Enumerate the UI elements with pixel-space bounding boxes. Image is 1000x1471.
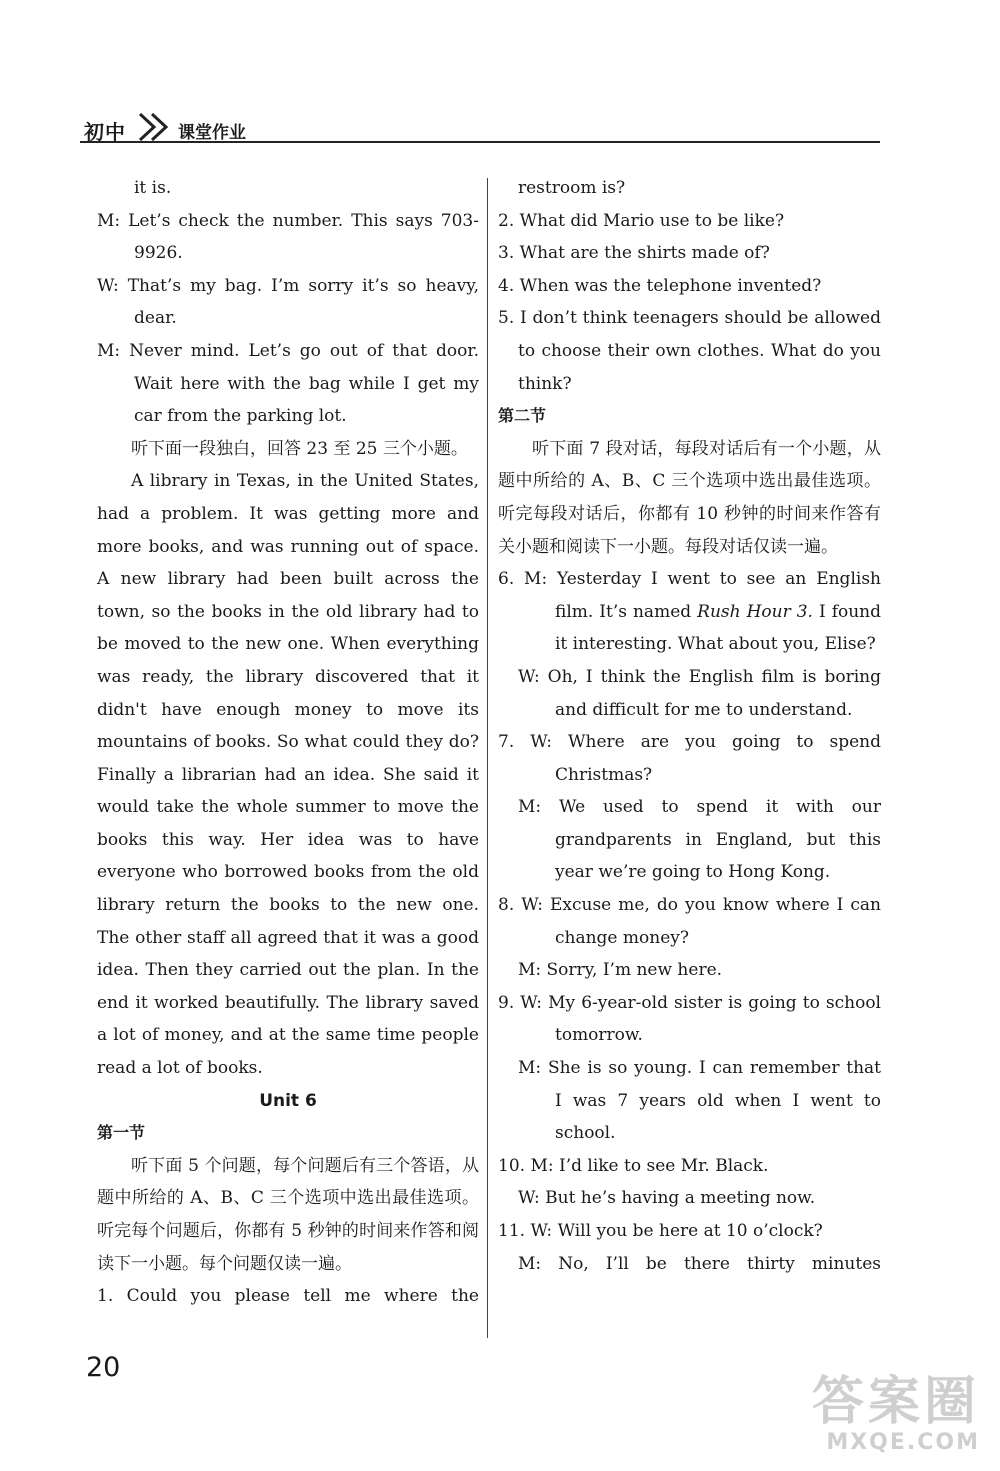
dialogue-line: M: Never mind. Let’s go out of that door. <box>97 340 479 361</box>
dialogue-line: M: Sorry, I’m new here. <box>518 960 723 981</box>
dialogue-line: 9. W: My 6-year-old sister is going to school tomorrow. <box>498 992 881 1046</box>
instruction-text: 听下面 7 段对话，每段对话后有一个小题，从题中所给的 A、B、C 三个选项中选出最佳选项。听完每段对话后，你都有 10 秒钟的时间来作答有关小题和阅读下一小题。每段对话仅读一遍。 <box>498 438 881 557</box>
header-level: 初中 <box>84 120 126 144</box>
left-column <box>97 172 479 1313</box>
watermark-logo <box>812 1374 980 1455</box>
question-item: 2. What did Mario use to be like? <box>498 210 785 231</box>
dialogue-line: 8. W: Excuse me, do you know where I can change money? <box>498 895 881 948</box>
page-header <box>80 112 880 144</box>
dialogue-line: dear. <box>134 308 177 329</box>
unit-heading: Unit 6 <box>259 1090 317 1111</box>
dialogue-line: Wait here with the bag while I get my car from the parking lot. <box>134 373 479 427</box>
film-title: Rush Hour 3. <box>697 601 813 622</box>
right-column <box>498 172 881 1280</box>
dialogue-line: M: We used to spend it with our grandparents in England, but this year we’re going to Hong Kong. <box>518 797 881 883</box>
monologue-passage: A library in Texas, in the United States, had a problem. It was getting more and more books, and was running out of space. A new library had been built across the town, so the books in the old library had to be moved to the new one. When everything was ready, the library discovered that it didn't have enough money to move its mountains of books. So what could they do? Finally a librarian had an idea. She said it would take the whole summer to move the books this way. Her idea was to have everyone who borrowed books from the old library return the books to the new one. The other staff all agreed that it was a good idea. Then they carried out the plan. In the end it worked beautifully. The library saved a lot of money, and at the same time people read a lot of books. <box>97 471 479 1079</box>
section-heading: 第二节 <box>498 406 547 426</box>
column-divider <box>487 178 488 1338</box>
dialogue-line: W: That’s my bag. I’m sorry it’s so heavy, <box>97 275 479 296</box>
question-item: 5. I don’t think teenagers should be allowed to choose their own clothes. What do you think? <box>498 308 881 394</box>
question-item: 4. When was the telephone invented? <box>498 275 822 296</box>
instruction-text: 听下面 5 个问题，每个问题后有三个答语，从题中所给的 A、B、C 三个选项中选出最佳选项。听完每个问题后，你都有 5 秒钟的时间来作答和阅读下一小题。每个问题仅读一遍。 <box>97 1155 479 1274</box>
question-item: 3. What are the shirts made of? <box>498 243 770 264</box>
header-title: 课堂作业 <box>178 123 246 143</box>
dialogue-line: M: No, I’ll be there thirty minutes <box>518 1253 881 1274</box>
instruction-text: 听下面一段独白，回答 23 至 25 三个小题。 <box>131 438 468 459</box>
dialogue-line: 9926. <box>134 243 183 264</box>
double-chevron-icon <box>136 112 180 142</box>
dialogue-line: 10. M: I’d like to see Mr. Black. <box>498 1155 769 1176</box>
dialogue-line: W: But he’s having a meeting now. <box>518 1188 816 1209</box>
watermark-url: MXQE.COM <box>826 1430 980 1455</box>
dialogue-line: M: She is so young. I can remember that I was 7 years old when I went to school. <box>518 1058 881 1144</box>
dialogue-line: 11. W: Will you be here at 10 o’clock? <box>498 1221 823 1241</box>
question-item: 1. Could you please tell me where the <box>97 1286 479 1307</box>
watermark-text: 答案圈 <box>811 1372 980 1432</box>
dialogue-text: I found it interesting. What about you, Elise? <box>555 601 881 655</box>
dialogue-text: 6. M: Yesterday I went to see an English film. It’s named <box>498 569 881 622</box>
dialogue-line: 7. W: Where are you going to spend Christmas? <box>498 732 881 785</box>
dialogue-line: M: Let’s check the number. This says 703- <box>97 210 479 231</box>
dialogue-line: it is. <box>134 178 172 198</box>
section-heading: 第一节 <box>97 1123 146 1143</box>
header-rule <box>80 141 880 143</box>
dialogue-line: W: Oh, I think the English film is boring and difficult for me to understand. <box>518 666 881 720</box>
dialogue-line <box>498 563 881 661</box>
question-item: restroom is? <box>518 178 626 198</box>
page-number: 20 <box>86 1352 121 1383</box>
